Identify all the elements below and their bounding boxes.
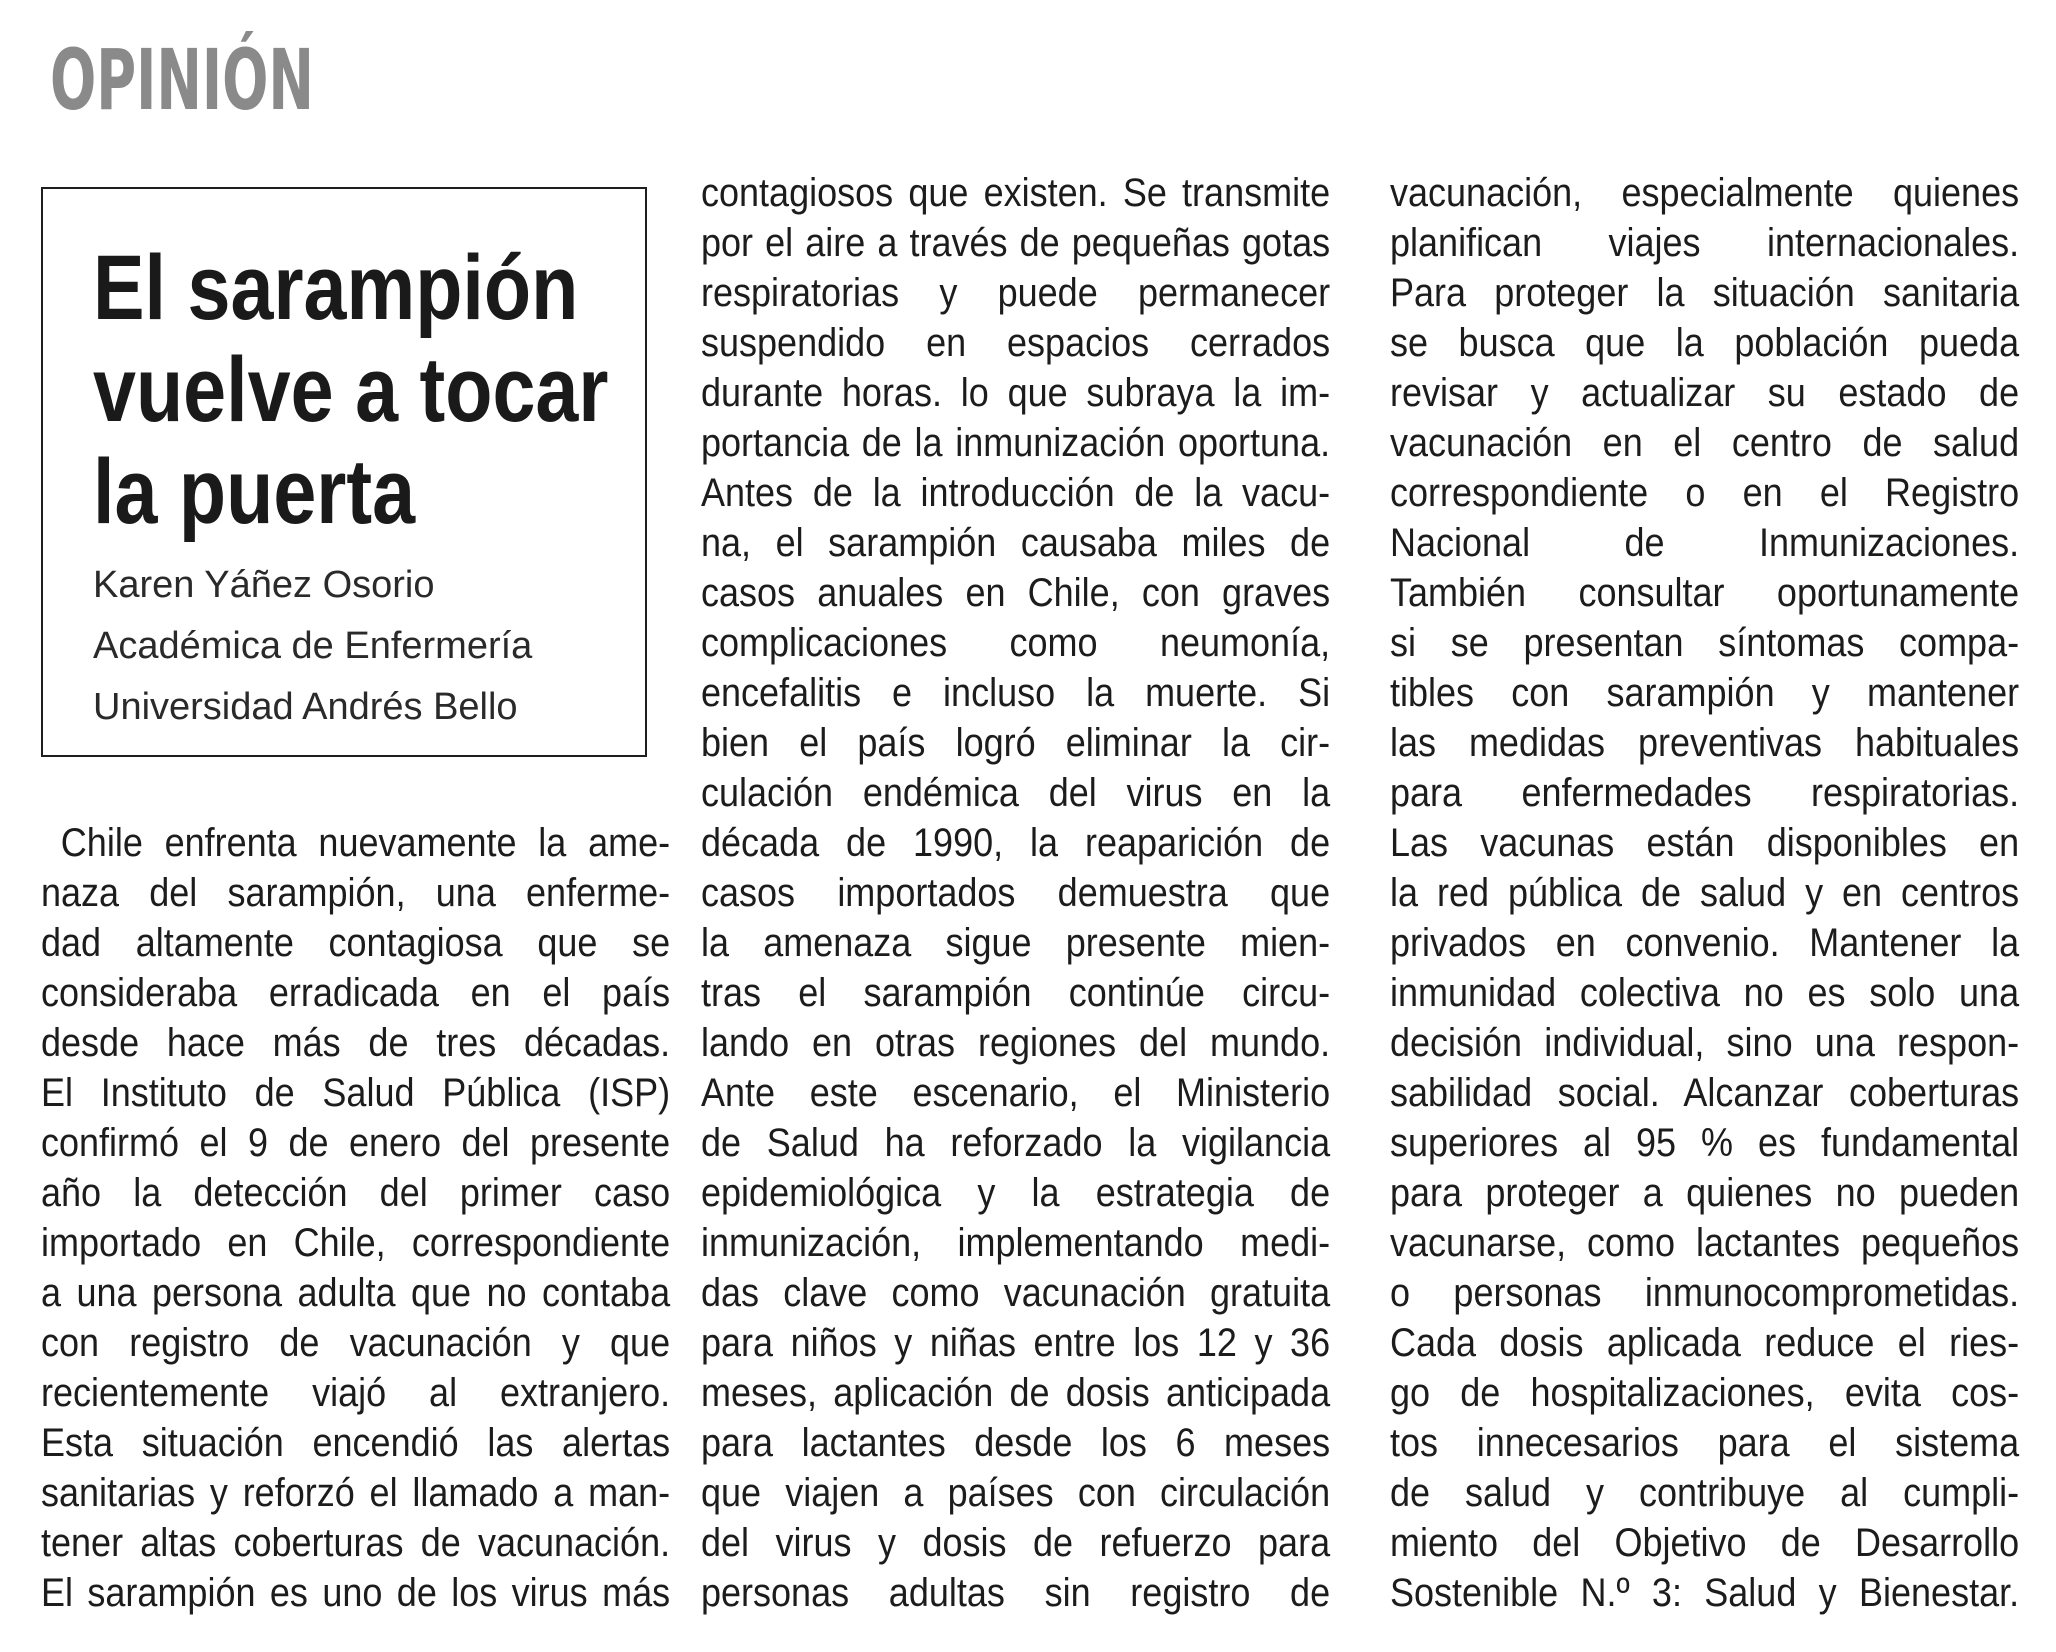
body-line: consideraba erradicada en el país [41, 971, 671, 1015]
body-line: lando en otras regiones del mundo. [701, 1021, 1331, 1065]
body-line: Ante este escenario, el Ministerio [701, 1071, 1331, 1115]
body-line: epidemiológica y la estrategia de [701, 1171, 1331, 1215]
headline-line: El sarampión [93, 237, 579, 339]
body-line: a una persona adulta que no contaba [41, 1271, 671, 1315]
body-line: año la detección del primer caso [41, 1171, 671, 1215]
author-role: Académica de Enfermería [93, 625, 533, 667]
body-line: planifican viajes internacionales. [1390, 221, 2020, 265]
body-line: sanitarias y reforzó el llamado a man- [41, 1471, 671, 1515]
body-line: El Instituto de Salud Pública (ISP) [41, 1071, 671, 1115]
body-line: vacunación, especialmente quienes [1390, 171, 2020, 215]
body-line: personas adultas sin registro de [701, 1571, 1331, 1615]
body-line: tibles con sarampión y mantener [1390, 671, 2020, 715]
body-line: na, el sarampión causaba miles de [701, 521, 1331, 565]
headline-line: la puerta [93, 441, 416, 543]
body-line: si se presentan síntomas compa- [1390, 621, 2020, 665]
body-line: portancia de la inmunización oportuna. [701, 421, 1331, 465]
body-line: desde hace más de tres décadas. [41, 1021, 671, 1065]
body-line: recientemente viajó al extranjero. [41, 1371, 671, 1415]
author-affiliation: Universidad Andrés Bello [93, 686, 518, 728]
body-line: superiores al 95 % es fundamental [1390, 1121, 2020, 1165]
section-label: OPINIÓN [50, 31, 314, 129]
body-line: Cada dosis aplicada reduce el ries- [1390, 1321, 2020, 1365]
body-line: tras el sarampión continúe circu- [701, 971, 1331, 1015]
headline-box [41, 187, 647, 757]
body-line: por el aire a través de pequeñas gotas [701, 221, 1331, 265]
body-line: También consultar oportunamente [1390, 571, 2020, 615]
body-line: Nacional de Inmunizaciones. [1390, 521, 2020, 565]
body-line: das clave como vacunación gratuita [701, 1271, 1331, 1315]
body-line: para enfermedades respiratorias. [1390, 771, 2020, 815]
body-line: revisar y actualizar su estado de [1390, 371, 2020, 415]
body-line: culación endémica del virus en la [701, 771, 1331, 815]
headline-line: vuelve a tocar [93, 339, 609, 441]
body-line: casos importados demuestra que [701, 871, 1331, 915]
body-line: Esta situación encendió las alertas [41, 1421, 671, 1465]
body-line: se busca que la población pueda [1390, 321, 2020, 365]
body-line: sabilidad social. Alcanzar coberturas [1390, 1071, 2020, 1115]
byline [93, 555, 532, 738]
body-line: vacunarse, como lactantes pequeños [1390, 1221, 2020, 1265]
body-line: de Salud ha reforzado la vigilancia [701, 1121, 1331, 1165]
article-headline [93, 237, 614, 543]
article-column-1 [41, 818, 670, 1618]
body-line: tos innecesarios para el sistema [1390, 1421, 2020, 1465]
body-line: casos anuales en Chile, con graves [701, 571, 1331, 615]
body-line: Para proteger la situación sanitaria [1390, 271, 2020, 315]
body-line: Las vacunas están disponibles en [1390, 821, 2020, 865]
body-line: Chile enfrenta nuevamente la ame- [60, 821, 671, 865]
body-line: go de hospitalizaciones, evita cos- [1390, 1371, 2020, 1415]
body-line: para niños y niñas entre los 12 y 36 [701, 1321, 1331, 1365]
body-line: encefalitis e incluso la muerte. Si [701, 671, 1331, 715]
article-column-3 [1390, 168, 2019, 1618]
body-line: la amenaza sigue presente mien- [701, 921, 1331, 965]
body-line: para proteger a quienes no pueden [1390, 1171, 2020, 1215]
body-line: que viajen a países con circulación [701, 1471, 1331, 1515]
body-line: de salud y contribuye al cumpli- [1390, 1471, 2020, 1515]
body-line: dad altamente contagiosa que se [41, 921, 671, 965]
body-line: década de 1990, la reaparición de [701, 821, 1331, 865]
body-line: miento del Objetivo de Desarrollo [1390, 1521, 2020, 1565]
body-line: suspendido en espacios cerrados [701, 321, 1331, 365]
body-line: complicaciones como neumonía, [701, 621, 1331, 665]
body-line: tener altas coberturas de vacunación. [41, 1521, 671, 1565]
body-line: del virus y dosis de refuerzo para [701, 1521, 1331, 1565]
body-line: naza del sarampión, una enferme- [41, 871, 671, 915]
body-line: Sostenible N.º 3: Salud y Bienestar. [1390, 1571, 2020, 1615]
author-name: Karen Yáñez Osorio [93, 564, 435, 606]
body-line: bien el país logró eliminar la cir- [701, 721, 1331, 765]
body-line: importado en Chile, correspondiente [41, 1221, 671, 1265]
body-line: las medidas preventivas habituales [1390, 721, 2020, 765]
body-line: o personas inmunocomprometidas. [1390, 1271, 2020, 1315]
body-line: inmunidad colectiva no es solo una [1390, 971, 2020, 1015]
body-line: para lactantes desde los 6 meses [701, 1421, 1331, 1465]
body-line: privados en convenio. Mantener la [1390, 921, 2020, 965]
article-column-2 [701, 168, 1330, 1618]
body-line: inmunización, implementando medi- [701, 1221, 1331, 1265]
body-line: respiratorias y puede permanecer [701, 271, 1331, 315]
body-line: con registro de vacunación y que [41, 1321, 671, 1365]
body-line: meses, aplicación de dosis anticipada [701, 1371, 1331, 1415]
body-line: El sarampión es uno de los virus más [41, 1571, 671, 1615]
body-line: contagiosos que existen. Se transmite [701, 171, 1331, 215]
body-line: correspondiente o en el Registro [1390, 471, 2020, 515]
body-line: confirmó el 9 de enero del presente [41, 1121, 671, 1165]
body-line: durante horas. lo que subraya la im- [701, 371, 1331, 415]
body-line: Antes de la introducción de la vacu- [701, 471, 1331, 515]
body-line: vacunación en el centro de salud [1390, 421, 2020, 465]
body-line: la red pública de salud y en centros [1390, 871, 2020, 915]
body-line: decisión individual, sino una respon- [1390, 1021, 2020, 1065]
